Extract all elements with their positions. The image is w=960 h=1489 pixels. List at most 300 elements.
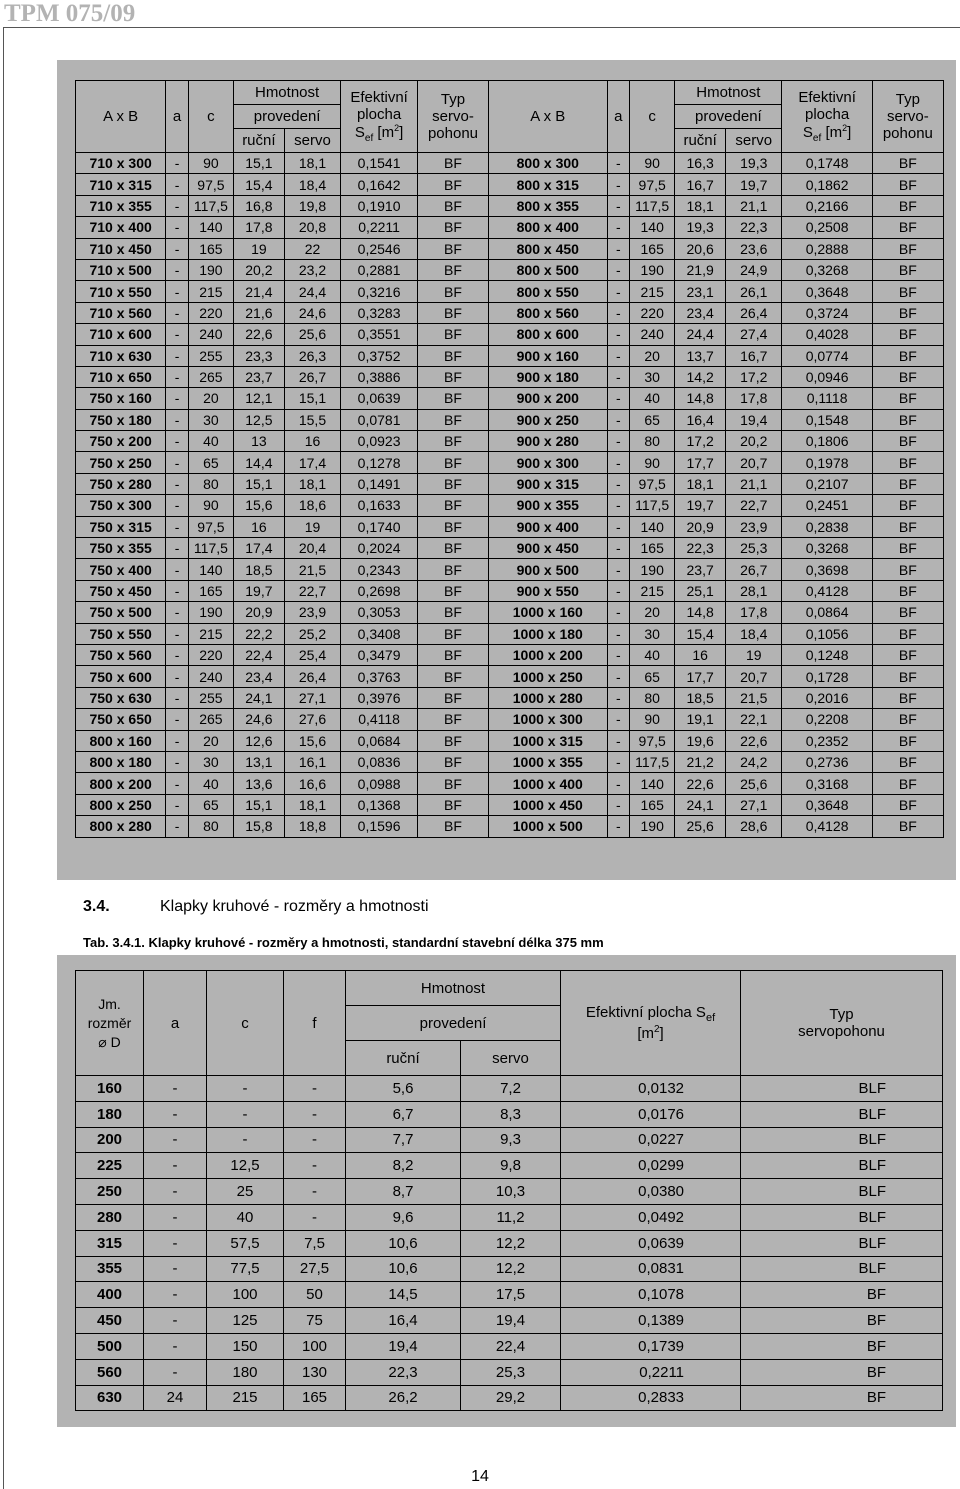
table-cell: 220 (188, 644, 233, 665)
table-row (76, 1101, 943, 1127)
table-cell: 20 (188, 388, 233, 409)
table-cell: 24,4 (675, 324, 726, 345)
table-cell: 9,3 (461, 1127, 561, 1153)
table-cell: 0,2211 (561, 1359, 741, 1385)
table-cell: 97,5 (630, 473, 675, 494)
table-row (76, 324, 944, 345)
table-cell: BF (417, 516, 488, 537)
table-cell: - (166, 602, 189, 623)
col-f: f (284, 971, 346, 1076)
table-row (76, 816, 944, 837)
table-cell: 900 x 450 (489, 538, 608, 559)
table-cell: - (144, 1256, 207, 1282)
table-cell: 0,2352 (782, 730, 872, 751)
table-cell: 0,1056 (782, 623, 872, 644)
table-cell: - (144, 1076, 207, 1102)
col-hmotnost-2: Hmotnost (675, 81, 782, 105)
table-cell: 22,4 (233, 644, 284, 665)
table-cell: 22 (284, 238, 340, 259)
table-cell: 500 (76, 1333, 144, 1359)
table-row (76, 345, 944, 366)
table-row (76, 1256, 943, 1282)
table-cell: BF (417, 238, 488, 259)
table-cell: 0,2107 (782, 473, 872, 494)
table-row (76, 1179, 943, 1205)
table-cell: 900 x 160 (489, 345, 608, 366)
table-row (76, 1282, 943, 1308)
table-cell: 24,1 (675, 794, 726, 815)
table-cell: BF (872, 409, 943, 430)
table-cell: 18,5 (675, 687, 726, 708)
table-cell: 255 (188, 345, 233, 366)
table-cell: 18,4 (726, 623, 782, 644)
table-cell: BF (872, 816, 943, 837)
table-cell: 22,6 (726, 730, 782, 751)
table-cell: - (607, 816, 630, 837)
table-cell: 18,5 (233, 559, 284, 580)
table-cell: 21,6 (233, 302, 284, 323)
table-cell: BLF (741, 1179, 943, 1205)
table-row (76, 666, 944, 687)
table-cell: - (207, 1076, 284, 1102)
table-cell: 750 x 400 (76, 559, 166, 580)
table-cell: 0,2208 (782, 709, 872, 730)
table-cell: 16,8 (233, 195, 284, 216)
col-provedeni: provedení (233, 105, 340, 129)
table-cell: 20 (188, 730, 233, 751)
col-ef-area: Efektivní plocha $S_{ef}$ $[m^2]$ (341, 81, 418, 153)
document-code: TPM 075/09 (4, 0, 136, 27)
table-cell: 97,5 (188, 516, 233, 537)
table-cell: - (284, 1101, 346, 1127)
table-cell: - (166, 195, 189, 216)
table-cell: 19,3 (726, 153, 782, 174)
table-cell: BF (872, 238, 943, 259)
table-cell: BF (872, 794, 943, 815)
table-cell: 19 (284, 516, 340, 537)
table-cell: - (166, 751, 189, 772)
table-cell: 30 (630, 366, 675, 387)
table-cell: 0,2546 (341, 238, 418, 259)
table-cell: - (607, 366, 630, 387)
table-cell: 24,4 (284, 281, 340, 302)
table-cell: 30 (188, 751, 233, 772)
table-cell: 1000 x 250 (489, 666, 608, 687)
table-cell: 0,1633 (341, 495, 418, 516)
table-cell: 750 x 355 (76, 538, 166, 559)
table-cell: BF (741, 1308, 943, 1334)
table-cell: 0,0831 (561, 1256, 741, 1282)
table-cell: BF (417, 687, 488, 708)
table-cell: 0,1596 (341, 816, 418, 837)
table-cell: 0,0988 (341, 773, 418, 794)
table-cell: 19,4 (346, 1333, 461, 1359)
table-cell: BF (872, 644, 943, 665)
table-cell: 26,3 (284, 345, 340, 366)
table-cell: 18,6 (284, 495, 340, 516)
table-cell: 190 (188, 602, 233, 623)
table-cell: BF (417, 773, 488, 794)
table-cell: 0,3752 (341, 345, 418, 366)
table-cell: BF (417, 388, 488, 409)
table-cell: 25,6 (675, 816, 726, 837)
table-cell: 97,5 (630, 730, 675, 751)
table-cell: - (607, 644, 630, 665)
table-cell: 117,5 (630, 195, 675, 216)
table-cell: 800 x 300 (489, 153, 608, 174)
table-cell: 20,9 (233, 602, 284, 623)
table-row (76, 431, 944, 452)
table-cell: 0,3268 (782, 538, 872, 559)
table-cell: 0,3053 (341, 602, 418, 623)
table-cell: 5,6 (346, 1076, 461, 1102)
table-cell: - (607, 195, 630, 216)
table-cell: 20,7 (726, 666, 782, 687)
table-cell: 15,1 (233, 473, 284, 494)
table-cell: 7,7 (346, 1127, 461, 1153)
table-cell: 165 (630, 538, 675, 559)
table-cell: - (166, 580, 189, 601)
table-cell: - (166, 238, 189, 259)
table-cell: 225 (76, 1153, 144, 1179)
col-typ: Typ servo- pohonu (417, 81, 488, 153)
table-cell: BF (417, 281, 488, 302)
table-cell: 10,6 (346, 1256, 461, 1282)
table-cell: 900 x 200 (489, 388, 608, 409)
table-cell: - (607, 345, 630, 366)
table-cell: - (284, 1204, 346, 1230)
table-cell: 165 (630, 238, 675, 259)
table-cell: BF (741, 1385, 943, 1411)
table-cell: - (166, 153, 189, 174)
table-cell: 215 (207, 1385, 284, 1411)
table-cell: - (144, 1127, 207, 1153)
table-cell: BF (872, 538, 943, 559)
table-row (76, 473, 944, 494)
table-cell: - (607, 495, 630, 516)
table-cell: 26,2 (346, 1385, 461, 1411)
table-row (76, 217, 944, 238)
table-cell: 21,9 (675, 259, 726, 280)
table-cell: 9,8 (461, 1153, 561, 1179)
table-cell: 0,2508 (782, 217, 872, 238)
table-cell: 190 (188, 259, 233, 280)
table-cell: 240 (188, 666, 233, 687)
table-row (76, 409, 944, 430)
table-cell: 23,2 (284, 259, 340, 280)
table-cell: 1000 x 315 (489, 730, 608, 751)
table-cell: 0,2166 (782, 195, 872, 216)
table-cell: 25,6 (726, 773, 782, 794)
table-cell: 22,3 (346, 1359, 461, 1385)
table-cell: BLF (741, 1256, 943, 1282)
table-cell: BLF (741, 1230, 943, 1256)
table-cell: BF (872, 495, 943, 516)
table-cell: 8,2 (346, 1153, 461, 1179)
table-cell: 0,2838 (782, 516, 872, 537)
table-cell: 40 (630, 388, 675, 409)
table-cell: 19,3 (675, 217, 726, 238)
table-cell: 0,3698 (782, 559, 872, 580)
table-cell: 65 (630, 409, 675, 430)
table-cell: 215 (630, 580, 675, 601)
table-cell: 750 x 650 (76, 709, 166, 730)
table-cell: 19,1 (675, 709, 726, 730)
table-cell: 190 (630, 259, 675, 280)
table-cell: 30 (630, 623, 675, 644)
table-cell: BF (872, 623, 943, 644)
table-cell: 16,4 (675, 409, 726, 430)
table-row (76, 516, 944, 537)
table-cell: 26,7 (726, 559, 782, 580)
table-cell: 26,7 (284, 366, 340, 387)
table-cell: 750 x 200 (76, 431, 166, 452)
table-cell: 710 x 630 (76, 345, 166, 366)
section-title: Klapky kruhové - rozměry a hmotnosti (160, 898, 429, 915)
table-cell: BF (872, 751, 943, 772)
table-cell: 27,4 (726, 324, 782, 345)
table-cell: 20,9 (675, 516, 726, 537)
table-cell: 25,2 (284, 623, 340, 644)
table-cell: 18,1 (675, 473, 726, 494)
table-cell: BF (417, 495, 488, 516)
table-cell: 23,9 (726, 516, 782, 537)
col-jm-rozmer: Jm. rozměr ⌀ D (76, 971, 144, 1076)
table-cell: 800 x 315 (489, 174, 608, 195)
table-cell: BF (872, 259, 943, 280)
table-cell: 0,3648 (782, 281, 872, 302)
table-cell: 8,7 (346, 1179, 461, 1205)
table-cell: 20,2 (233, 259, 284, 280)
table-cell: BLF (741, 1153, 943, 1179)
table-cell: 14,4 (233, 452, 284, 473)
table-cell: 0,3648 (782, 794, 872, 815)
table-row (76, 366, 944, 387)
table-cell: - (166, 345, 189, 366)
table-cell: 29,2 (461, 1385, 561, 1411)
table-cell: 50 (284, 1282, 346, 1308)
table-cell: BLF (741, 1204, 943, 1230)
table-cell: BF (417, 644, 488, 665)
table-cell: - (144, 1204, 207, 1230)
table-cell: 0,0132 (561, 1076, 741, 1102)
table-cell: - (166, 709, 189, 730)
table-cell: BF (872, 452, 943, 473)
table-row (76, 452, 944, 473)
col-axb: A x B (76, 81, 166, 153)
table-row (76, 730, 944, 751)
table-cell: 160 (76, 1076, 144, 1102)
table-cell: 40 (630, 644, 675, 665)
table-cell: - (607, 174, 630, 195)
col-hmotnost: Hmotnost (233, 81, 340, 105)
table-cell: 0,1278 (341, 452, 418, 473)
table-cell: 165 (188, 238, 233, 259)
table-cell: BLF (741, 1076, 943, 1102)
table-cell: 16,7 (726, 345, 782, 366)
table-cell: BF (872, 388, 943, 409)
table-cell: 15,4 (675, 623, 726, 644)
table-row (76, 794, 944, 815)
table-cell: BF (741, 1282, 943, 1308)
table-cell: 25,1 (675, 580, 726, 601)
col-typ: Typ servopohonu (741, 971, 943, 1076)
table-cell: 23,4 (233, 666, 284, 687)
table-cell: BF (417, 366, 488, 387)
table-cell: 750 x 280 (76, 473, 166, 494)
table-cell: - (166, 473, 189, 494)
table-cell: 18,4 (284, 174, 340, 195)
table-cell: 900 x 300 (489, 452, 608, 473)
table-cell: 11,2 (461, 1204, 561, 1230)
table-cell: 40 (188, 773, 233, 794)
table-cell: 0,1728 (782, 666, 872, 687)
table-caption: Tab. 3.4.1. Klapky kruhové - rozměry a hmotnosti, standardní stavební délka 375 mm (83, 935, 604, 950)
table-cell: BF (417, 324, 488, 345)
table-cell: 800 x 450 (489, 238, 608, 259)
col-ef-area: Efektivní plocha $S_{ef}$ $[m^2]$ (561, 971, 741, 1076)
table-cell: BF (872, 580, 943, 601)
table-cell: 7,2 (461, 1076, 561, 1102)
table-cell: - (144, 1282, 207, 1308)
table-cell: - (607, 238, 630, 259)
table-cell: 117,5 (188, 195, 233, 216)
table-cell: - (144, 1101, 207, 1127)
table-cell: 15,5 (284, 409, 340, 430)
table-row (76, 1153, 943, 1179)
table-cell: 17,8 (233, 217, 284, 238)
table-row (76, 388, 944, 409)
table-cell: 10,3 (461, 1179, 561, 1205)
table-cell: 24,2 (726, 751, 782, 772)
table-cell: 12,5 (233, 409, 284, 430)
table-cell: 16 (675, 644, 726, 665)
table-cell: BF (417, 259, 488, 280)
table-cell: 22,2 (233, 623, 284, 644)
table-cell: - (144, 1308, 207, 1334)
table-cell: - (166, 559, 189, 580)
table-cell: 17,7 (675, 666, 726, 687)
table-cell: 255 (188, 687, 233, 708)
col-hmotnost: Hmotnost (346, 971, 561, 1006)
table-cell: 0,1118 (782, 388, 872, 409)
table-cell: 0,2016 (782, 687, 872, 708)
table-cell: 80 (188, 816, 233, 837)
table-cell: 17,8 (726, 602, 782, 623)
table-row (76, 559, 944, 580)
table-cell: 0,0299 (561, 1153, 741, 1179)
table-cell: 22,4 (461, 1333, 561, 1359)
table-cell: 0,0923 (341, 431, 418, 452)
table-cell: 0,1740 (341, 516, 418, 537)
table-cell: BF (872, 366, 943, 387)
table-cell: 0,2698 (341, 580, 418, 601)
table-cell: 6,7 (346, 1101, 461, 1127)
table-row (76, 1333, 943, 1359)
table-cell: 20,6 (675, 238, 726, 259)
table-cell: - (166, 259, 189, 280)
table-cell: BF (417, 666, 488, 687)
table-cell: - (607, 559, 630, 580)
table-cell: BF (417, 816, 488, 837)
table-cell: 15,6 (284, 730, 340, 751)
table-cell: 710 x 300 (76, 153, 166, 174)
table-cell: 0,0639 (561, 1230, 741, 1256)
table-cell: - (207, 1127, 284, 1153)
table-cell: 710 x 550 (76, 281, 166, 302)
table-row (76, 174, 944, 195)
table-cell: 0,0176 (561, 1101, 741, 1127)
table-cell: 215 (188, 623, 233, 644)
table-cell: 24,1 (233, 687, 284, 708)
table-cell: 900 x 355 (489, 495, 608, 516)
table-cell: - (144, 1359, 207, 1385)
table-cell: 8,3 (461, 1101, 561, 1127)
table-cell: 24 (144, 1385, 207, 1411)
table-cell: 12,5 (207, 1153, 284, 1179)
table-cell: 15,6 (233, 495, 284, 516)
table-cell: BF (872, 153, 943, 174)
table-cell: 21,5 (284, 559, 340, 580)
table-cell: 1000 x 450 (489, 794, 608, 815)
table-cell: 0,1248 (782, 644, 872, 665)
table-cell: 15,1 (233, 153, 284, 174)
table-row (76, 1359, 943, 1385)
table-cell: 20 (630, 345, 675, 366)
table-cell: 17,5 (461, 1282, 561, 1308)
table-cell: 21,2 (675, 751, 726, 772)
table-cell: 90 (188, 153, 233, 174)
table-cell: 0,1739 (561, 1333, 741, 1359)
table-cell: - (607, 730, 630, 751)
table-cell: - (166, 516, 189, 537)
table-cell: 215 (188, 281, 233, 302)
table-cell: 800 x 280 (76, 816, 166, 837)
table-cell: 165 (630, 794, 675, 815)
table-cell: - (607, 217, 630, 238)
table-cell: 80 (630, 687, 675, 708)
table-cell: - (284, 1153, 346, 1179)
table-cell: 355 (76, 1256, 144, 1282)
table-cell: BF (872, 559, 943, 580)
table-cell: - (607, 794, 630, 815)
table-cell: - (607, 452, 630, 473)
table-row (76, 773, 944, 794)
table-cell: 100 (207, 1282, 284, 1308)
table-cell: 0,1642 (341, 174, 418, 195)
table2-body (76, 1076, 943, 1411)
table-cell: BF (417, 623, 488, 644)
table-cell: 13,6 (233, 773, 284, 794)
table-cell: 16,4 (346, 1308, 461, 1334)
table-cell: 0,2888 (782, 238, 872, 259)
table-cell: 250 (76, 1179, 144, 1205)
table-cell: 750 x 250 (76, 452, 166, 473)
table-cell: 630 (76, 1385, 144, 1411)
table-cell: 0,3551 (341, 324, 418, 345)
table-cell: BF (872, 602, 943, 623)
table-row (76, 1127, 943, 1153)
table-cell: 40 (207, 1204, 284, 1230)
col-rucni: ruční (233, 129, 284, 153)
table-cell: 800 x 550 (489, 281, 608, 302)
table-cell: 15,4 (233, 174, 284, 195)
table-cell: 0,2451 (782, 495, 872, 516)
table-cell: 0,0492 (561, 1204, 741, 1230)
table-cell: 25,4 (284, 644, 340, 665)
table-cell: BF (872, 345, 943, 366)
table-row (76, 495, 944, 516)
